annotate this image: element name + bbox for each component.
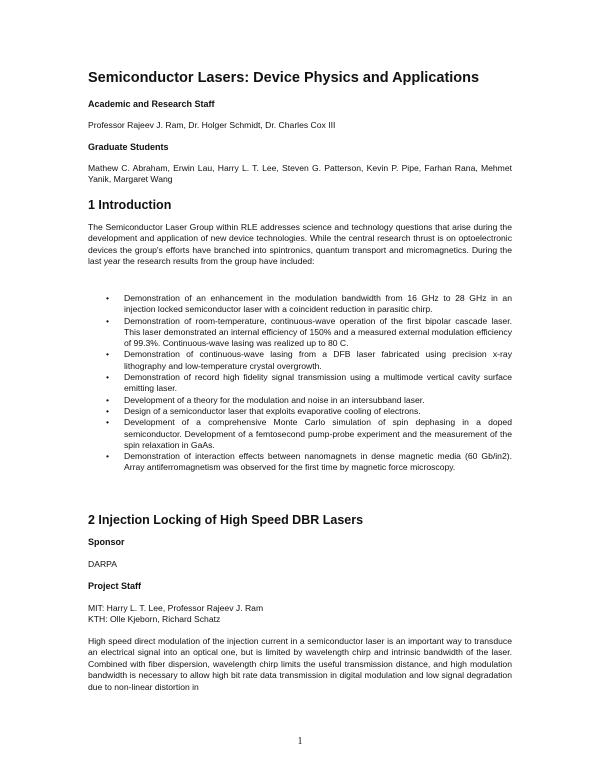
document-title: Semiconductor Lasers: Device Physics and Applications <box>88 70 480 86</box>
section2-heading: 2 Injection Locking of High Speed DBR Lasers <box>88 513 364 527</box>
intro-bullet-list <box>88 293 512 474</box>
bullet-text: Development of a theory for the modulation and noise in an intersubband laser. <box>124 394 425 405</box>
list-item <box>88 395 512 406</box>
bullet-icon: • <box>106 293 110 303</box>
mit-staff: MIT: Harry L. T. Lee, Professor Rajeev J. Ram <box>88 603 264 613</box>
bullet-icon: • <box>106 394 110 405</box>
bullet-icon: • <box>106 372 110 383</box>
list-item <box>88 349 512 372</box>
sponsor-name: DARPA <box>88 559 117 569</box>
list-item <box>88 406 512 417</box>
intro-paragraph: The Semiconductor Laser Group within RLE addresses science and technology questions that arise during the development and application of new device technologies. While the central research thrust is on optoelectronic devices the group's efforts have branched into spintronics, quantum transport and micromagnetics. During the last year the research results from the group have included: <box>88 222 512 267</box>
list-item <box>88 316 512 350</box>
list-item <box>88 417 512 451</box>
students-heading: Graduate Students <box>88 142 169 152</box>
bullet-icon: • <box>106 405 110 416</box>
students-names: Mathew C. Abraham, Erwin Lau, Harry L. T. Lee, Steven G. Patterson, Kevin P. Pipe, Farhan Rana, Mehmet Yanik, Margaret Wang <box>88 163 512 185</box>
project-staff-heading: Project Staff <box>88 581 142 591</box>
bullet-text: Demonstration of room-temperature, continuous-wave operation of the first bipolar cascade laser. This laser demonstrated an internal efficiency of 150% and a measured external modulation efficiency of 99.3%. Continuous-wave lasing was realized up to 80 C. <box>124 315 512 349</box>
bullet-text: Demonstration of record high fidelity signal transmission using a multimode vertical cavity surface emitting laser. <box>124 372 512 394</box>
bullet-icon: • <box>106 417 110 428</box>
bullet-text: Demonstration of an enhancement in the modulation bandwidth from 16 GHz to 28 GHz in an injection locked semiconductor laser with a coincident reduction in parasitic chirp. <box>124 293 512 315</box>
bullet-icon: • <box>106 349 110 360</box>
sponsor-heading: Sponsor <box>88 537 125 547</box>
bullet-icon: • <box>106 315 110 326</box>
list-item <box>88 451 512 474</box>
staff-names: Professor Rajeev J. Ram, Dr. Holger Schmidt, Dr. Charles Cox III <box>88 120 336 130</box>
section2-paragraph: High speed direct modulation of the injection current in a semiconductor laser is an important way to transduce an electrical signal into an optical one, but is limited by wavelength chirp and intrinsic bandwidth of the laser. Combined with fiber dispersion, wavelength chirp limits the useful transmission distance, and high modulation bandwidth is necessary to allow high bit rate data transmission in digital modulation and low signal degradation due to non-linear distortion in <box>88 636 512 692</box>
bullet-text: Demonstration of continuous-wave lasing from a DFB laser fabricated using precision x-ray lithography and low-temperature crystal overgrowth. <box>124 349 512 371</box>
page-number: 1 <box>297 736 303 747</box>
bullet-icon: • <box>106 451 110 462</box>
bullet-text: Development of a comprehensive Monte Carlo simulation of spin dephasing in a doped semiconductor. Development of a femtosecond pump-probe experiment and the measurement of the spin relaxation in GaAs. <box>124 417 512 450</box>
list-item <box>88 372 512 395</box>
intro-heading: 1 Introduction <box>88 198 172 212</box>
bullet-text: Design of a semiconductor laser that exploits evaporative cooling of electrons. <box>124 405 421 416</box>
staff-heading: Academic and Research Staff <box>88 99 215 109</box>
kth-staff: KTH: Olle Kjeborn, Richard Schatz <box>88 614 221 624</box>
bullet-text: Demonstration of interaction effects between nanomagnets in dense magnetic media (60 Gb/in2). Array antiferromagnetism was observed for the first time by magnetic force microscopy. <box>124 451 512 473</box>
list-item <box>88 293 512 316</box>
